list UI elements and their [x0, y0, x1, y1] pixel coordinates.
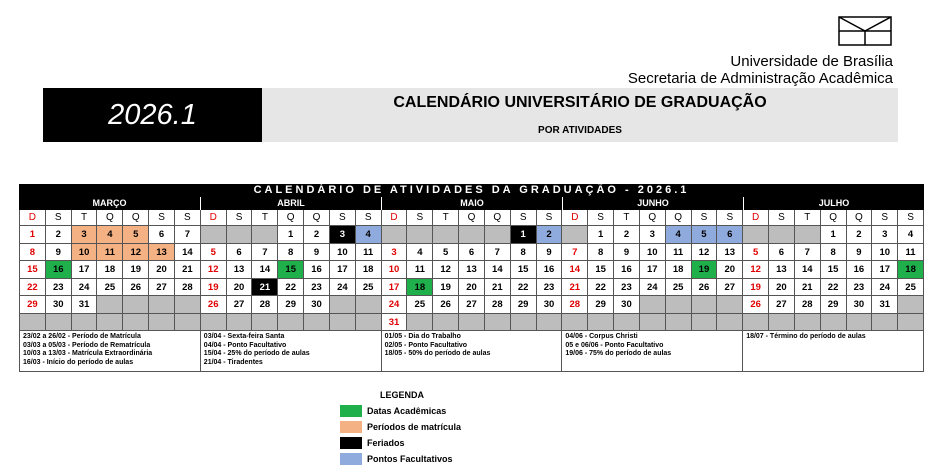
day-cell: 9 [46, 244, 72, 262]
day-cell: 29 [821, 296, 847, 314]
day-cell: 6 [717, 226, 743, 244]
legend-swatch [340, 453, 362, 465]
institution-header [628, 53, 893, 87]
weekday-header: D [743, 210, 769, 226]
day-cell: 17 [640, 261, 666, 279]
weekday-header: D [382, 210, 408, 226]
weekday-header: S [356, 210, 382, 226]
day-cell: 10 [72, 244, 98, 262]
day-cell: 23 [847, 279, 873, 297]
day-cell: 10 [330, 244, 356, 262]
empty-cell [201, 314, 227, 332]
weekday-header: S [46, 210, 72, 226]
day-cell: 21 [485, 279, 511, 297]
note-line: 03/04 - Sexta-feira Santa [203, 333, 285, 340]
empty-cell [898, 314, 924, 332]
weekday-header: S [692, 210, 718, 226]
day-cell: 12 [692, 244, 718, 262]
day-cell: 4 [666, 226, 692, 244]
day-cell: 10 [382, 261, 408, 279]
weekday-header: S [175, 210, 201, 226]
day-cell: 9 [847, 244, 873, 262]
day-cell: 14 [795, 261, 821, 279]
day-cell: 22 [821, 279, 847, 297]
empty-cell [330, 314, 356, 332]
day-cell: 18 [97, 261, 123, 279]
empty-cell [433, 314, 459, 332]
month-notes [201, 331, 382, 371]
day-cell: 3 [72, 226, 98, 244]
day-cell: 26 [201, 296, 227, 314]
empty-cell [459, 314, 485, 332]
day-cell: 18 [666, 261, 692, 279]
day-cell: 5 [692, 226, 718, 244]
calendar-grid [19, 210, 924, 331]
empty-cell [20, 314, 46, 332]
weekday-header: T [614, 210, 640, 226]
day-cell: 6 [149, 226, 175, 244]
empty-cell [201, 226, 227, 244]
legend-item-blue [340, 452, 453, 466]
day-cell: 18 [356, 261, 382, 279]
day-cell: 30 [304, 296, 330, 314]
day-cell: 21 [795, 279, 821, 297]
day-cell: 6 [227, 244, 253, 262]
day-cell: 12 [123, 244, 149, 262]
day-cell: 7 [175, 226, 201, 244]
note-line: 15/04 - 25% do período de aulas [203, 350, 310, 357]
day-cell: 1 [821, 226, 847, 244]
empty-cell [97, 296, 123, 314]
note-line: 10/03 a 13/03 - Matrícula Extraordinária [23, 350, 153, 357]
day-cell: 23 [614, 279, 640, 297]
day-cell: 14 [252, 261, 278, 279]
day-cell: 8 [821, 244, 847, 262]
empty-cell [149, 314, 175, 332]
empty-cell [795, 314, 821, 332]
legend-label: Datas Acadêmicas [367, 406, 447, 416]
day-cell: 2 [847, 226, 873, 244]
weekday-header: S [149, 210, 175, 226]
day-cell: 12 [433, 261, 459, 279]
day-cell: 21 [175, 261, 201, 279]
day-cell: 1 [588, 226, 614, 244]
empty-cell [692, 296, 718, 314]
weekday-header: Q [97, 210, 123, 226]
legend-swatch [340, 421, 362, 433]
day-cell: 16 [46, 261, 72, 279]
day-cell: 15 [511, 261, 537, 279]
day-cell: 25 [97, 279, 123, 297]
day-cell: 20 [717, 261, 743, 279]
day-cell: 25 [898, 279, 924, 297]
note-line: 23/02 a 26/02 - Período de Matrícula [23, 333, 141, 340]
weekday-header: D [562, 210, 588, 226]
day-cell: 8 [20, 244, 46, 262]
weekday-header: S [717, 210, 743, 226]
month-name: MARÇO [19, 197, 200, 210]
empty-cell [717, 296, 743, 314]
day-cell: 25 [356, 279, 382, 297]
empty-cell [97, 314, 123, 332]
empty-cell [640, 314, 666, 332]
month-notes [20, 331, 201, 371]
day-cell: 30 [46, 296, 72, 314]
weekday-header: S [769, 210, 795, 226]
note-line: 02/05 - Ponto Facultativo [384, 341, 468, 349]
legend-item-black [340, 436, 405, 450]
day-cell: 2 [46, 226, 72, 244]
weekday-header: Q [847, 210, 873, 226]
day-cell: 8 [278, 244, 304, 262]
note-line: 19/06 - 75% do período de aulas [565, 350, 672, 357]
day-cell: 7 [252, 244, 278, 262]
day-cell: 16 [614, 261, 640, 279]
weekday-header: S [330, 210, 356, 226]
empty-cell [72, 314, 98, 332]
month-header-row [19, 197, 924, 210]
day-cell: 9 [304, 244, 330, 262]
day-cell: 27 [459, 296, 485, 314]
empty-cell [511, 314, 537, 332]
empty-cell [356, 314, 382, 332]
day-cell: 6 [459, 244, 485, 262]
empty-cell [769, 226, 795, 244]
empty-cell [227, 226, 253, 244]
day-cell: 13 [227, 261, 253, 279]
title-banner [43, 88, 898, 142]
day-cell: 13 [717, 244, 743, 262]
day-cell: 3 [640, 226, 666, 244]
empty-cell [692, 314, 718, 332]
day-cell: 9 [614, 244, 640, 262]
note-line: 21/04 - Tiradentes [203, 358, 263, 366]
empty-cell [123, 296, 149, 314]
day-cell: 11 [356, 244, 382, 262]
weekday-header: S [227, 210, 253, 226]
empty-cell [666, 314, 692, 332]
day-cell: 1 [511, 226, 537, 244]
empty-cell [743, 226, 769, 244]
day-cell: 26 [123, 279, 149, 297]
day-cell: 4 [898, 226, 924, 244]
day-cell: 29 [278, 296, 304, 314]
day-cell: 7 [795, 244, 821, 262]
legend-swatch [340, 437, 362, 449]
note-line: 05 e 06/06 - Ponto Facultativo [565, 341, 664, 349]
weekday-header: Q [485, 210, 511, 226]
day-cell: 23 [46, 279, 72, 297]
day-cell: 30 [537, 296, 563, 314]
note-line: 18/05 - 50% do período de aulas [384, 350, 491, 357]
day-cell: 9 [537, 244, 563, 262]
empty-cell [149, 296, 175, 314]
empty-cell [252, 226, 278, 244]
legend-label: Períodos de matrícula [367, 422, 462, 432]
month-notes [382, 331, 563, 371]
day-cell: 24 [872, 279, 898, 297]
day-cell: 27 [717, 279, 743, 297]
day-cell: 10 [872, 244, 898, 262]
day-cell: 23 [304, 279, 330, 297]
day-cell: 4 [407, 244, 433, 262]
month-notes [743, 331, 924, 371]
day-cell: 15 [20, 261, 46, 279]
empty-cell [743, 314, 769, 332]
day-cell: 20 [149, 261, 175, 279]
day-cell: 24 [382, 296, 408, 314]
month-name: JUNHO [562, 197, 743, 210]
day-cell: 18 [407, 279, 433, 297]
day-cell: 20 [227, 279, 253, 297]
department-name: Secretaria de Administração Acadêmica [627, 70, 893, 87]
day-cell: 17 [330, 261, 356, 279]
day-cell: 13 [149, 244, 175, 262]
day-cell: 16 [537, 261, 563, 279]
empty-cell [252, 314, 278, 332]
empty-cell [588, 314, 614, 332]
weekday-header: T [72, 210, 98, 226]
empty-cell [278, 314, 304, 332]
day-cell: 23 [537, 279, 563, 297]
month-notes [562, 331, 743, 371]
day-cell: 11 [666, 244, 692, 262]
day-cell: 14 [175, 244, 201, 262]
day-cell: 2 [304, 226, 330, 244]
day-cell: 29 [588, 296, 614, 314]
weekday-header: Q [278, 210, 304, 226]
month-notes-row [19, 331, 924, 372]
day-cell: 7 [562, 244, 588, 262]
day-cell: 28 [795, 296, 821, 314]
day-cell: 15 [278, 261, 304, 279]
day-cell: 2 [537, 226, 563, 244]
weekday-header: S [872, 210, 898, 226]
day-cell: 14 [485, 261, 511, 279]
day-cell: 24 [72, 279, 98, 297]
weekday-header: S [407, 210, 433, 226]
month-name: MAIO [381, 197, 562, 210]
day-cell: 26 [692, 279, 718, 297]
day-cell: 20 [459, 279, 485, 297]
day-cell: 21 [252, 279, 278, 297]
weekday-header: T [252, 210, 278, 226]
day-cell: 15 [588, 261, 614, 279]
empty-cell [407, 226, 433, 244]
day-cell: 26 [433, 296, 459, 314]
day-cell: 5 [123, 226, 149, 244]
university-name: Universidade de Brasília [730, 53, 893, 70]
note-line: 01/05 - Dia do Trabalho [384, 333, 461, 340]
calendar-title: CALENDÁRIO DE ATIVIDADES DA GRADUAÇÃO - 2026.1 [19, 184, 924, 197]
day-cell: 11 [898, 244, 924, 262]
empty-cell [433, 226, 459, 244]
day-cell: 13 [769, 261, 795, 279]
empty-cell [821, 314, 847, 332]
day-cell: 22 [511, 279, 537, 297]
day-cell: 11 [407, 261, 433, 279]
day-cell: 14 [562, 261, 588, 279]
semester-label: 2026.1 [43, 88, 262, 142]
empty-cell [795, 226, 821, 244]
day-cell: 19 [123, 261, 149, 279]
day-cell: 27 [227, 296, 253, 314]
day-cell: 6 [769, 244, 795, 262]
empty-cell [459, 226, 485, 244]
note-line: 04/04 - Ponto Facultativo [203, 341, 287, 349]
weekday-header: Q [459, 210, 485, 226]
day-cell: 28 [485, 296, 511, 314]
note-line: 04/06 - Corpus Christi [565, 333, 638, 340]
day-cell: 28 [175, 279, 201, 297]
day-cell: 21 [562, 279, 588, 297]
page-subtitle: POR ATIVIDADES [538, 125, 622, 136]
day-cell: 31 [872, 296, 898, 314]
day-cell: 4 [97, 226, 123, 244]
empty-cell [123, 314, 149, 332]
day-cell: 22 [588, 279, 614, 297]
empty-cell [227, 314, 253, 332]
empty-cell [614, 314, 640, 332]
day-cell: 28 [252, 296, 278, 314]
weekday-header: D [201, 210, 227, 226]
empty-cell [847, 314, 873, 332]
day-cell: 24 [330, 279, 356, 297]
day-cell: 4 [356, 226, 382, 244]
day-cell: 19 [743, 279, 769, 297]
day-cell: 30 [614, 296, 640, 314]
month-name: JULHO [743, 197, 924, 210]
day-cell: 5 [743, 244, 769, 262]
day-cell: 12 [743, 261, 769, 279]
day-cell: 19 [201, 279, 227, 297]
note-line: 18/07 - Término do período de aulas [746, 333, 866, 340]
weekday-header: Q [304, 210, 330, 226]
empty-cell [717, 314, 743, 332]
day-cell: 8 [588, 244, 614, 262]
day-cell: 24 [640, 279, 666, 297]
day-cell: 12 [201, 261, 227, 279]
day-cell: 17 [72, 261, 98, 279]
empty-cell [175, 314, 201, 332]
empty-cell [304, 314, 330, 332]
empty-cell [407, 314, 433, 332]
empty-cell [769, 314, 795, 332]
day-cell: 25 [666, 279, 692, 297]
empty-cell [382, 226, 408, 244]
legend-item-green [340, 404, 446, 418]
day-cell: 11 [97, 244, 123, 262]
empty-cell [562, 226, 588, 244]
day-cell: 26 [743, 296, 769, 314]
day-cell: 17 [872, 261, 898, 279]
empty-cell [898, 296, 924, 314]
empty-cell [485, 314, 511, 332]
day-cell: 22 [20, 279, 46, 297]
day-cell: 19 [692, 261, 718, 279]
day-cell: 2 [614, 226, 640, 244]
legend-item-orange [340, 420, 461, 434]
weekday-header: Q [640, 210, 666, 226]
day-cell: 20 [769, 279, 795, 297]
empty-cell [330, 296, 356, 314]
day-cell: 1 [278, 226, 304, 244]
weekday-header: S [898, 210, 924, 226]
day-cell: 8 [511, 244, 537, 262]
day-cell: 13 [459, 261, 485, 279]
day-cell: 27 [769, 296, 795, 314]
day-cell: 27 [149, 279, 175, 297]
day-cell: 5 [201, 244, 227, 262]
weekday-header: S [537, 210, 563, 226]
day-cell: 18 [898, 261, 924, 279]
day-cell: 29 [20, 296, 46, 314]
empty-cell [562, 314, 588, 332]
activity-calendar [19, 184, 924, 372]
day-cell: 17 [382, 279, 408, 297]
day-cell: 22 [278, 279, 304, 297]
month-name: ABRIL [200, 197, 381, 210]
day-cell: 5 [433, 244, 459, 262]
day-cell: 29 [511, 296, 537, 314]
note-line: 03/03 a 05/03 - Período de Rematrícula [23, 341, 151, 349]
weekday-header: S [511, 210, 537, 226]
day-cell: 31 [72, 296, 98, 314]
empty-cell [666, 296, 692, 314]
legend-title: LEGENDA [380, 390, 425, 400]
empty-cell [640, 296, 666, 314]
day-cell: 25 [407, 296, 433, 314]
weekday-header: Q [821, 210, 847, 226]
empty-cell [537, 314, 563, 332]
unb-logo-icon [838, 16, 892, 46]
day-cell: 7 [485, 244, 511, 262]
empty-cell [872, 314, 898, 332]
empty-cell [485, 226, 511, 244]
empty-cell [175, 296, 201, 314]
day-cell: 3 [382, 244, 408, 262]
weekday-header: T [433, 210, 459, 226]
weekday-header: D [20, 210, 46, 226]
day-cell: 31 [382, 314, 408, 332]
day-cell: 19 [433, 279, 459, 297]
legend-swatch [340, 405, 362, 417]
day-cell: 15 [821, 261, 847, 279]
weekday-header: Q [123, 210, 149, 226]
empty-cell [46, 314, 72, 332]
day-cell: 30 [847, 296, 873, 314]
page-title: CALENDÁRIO UNIVERSITÁRIO DE GRADUAÇÃO [393, 94, 767, 111]
day-cell: 16 [847, 261, 873, 279]
note-line: 16/03 - Início do período de aulas [23, 358, 134, 366]
empty-cell [356, 296, 382, 314]
weekday-header: Q [666, 210, 692, 226]
day-cell: 3 [872, 226, 898, 244]
day-cell: 28 [562, 296, 588, 314]
day-cell: 16 [304, 261, 330, 279]
day-cell: 3 [330, 226, 356, 244]
legend-label: Pontos Facultativos [367, 454, 453, 464]
weekday-header: T [795, 210, 821, 226]
legend-label: Feriados [367, 438, 405, 448]
day-cell: 10 [640, 244, 666, 262]
weekday-header: S [588, 210, 614, 226]
day-cell: 1 [20, 226, 46, 244]
